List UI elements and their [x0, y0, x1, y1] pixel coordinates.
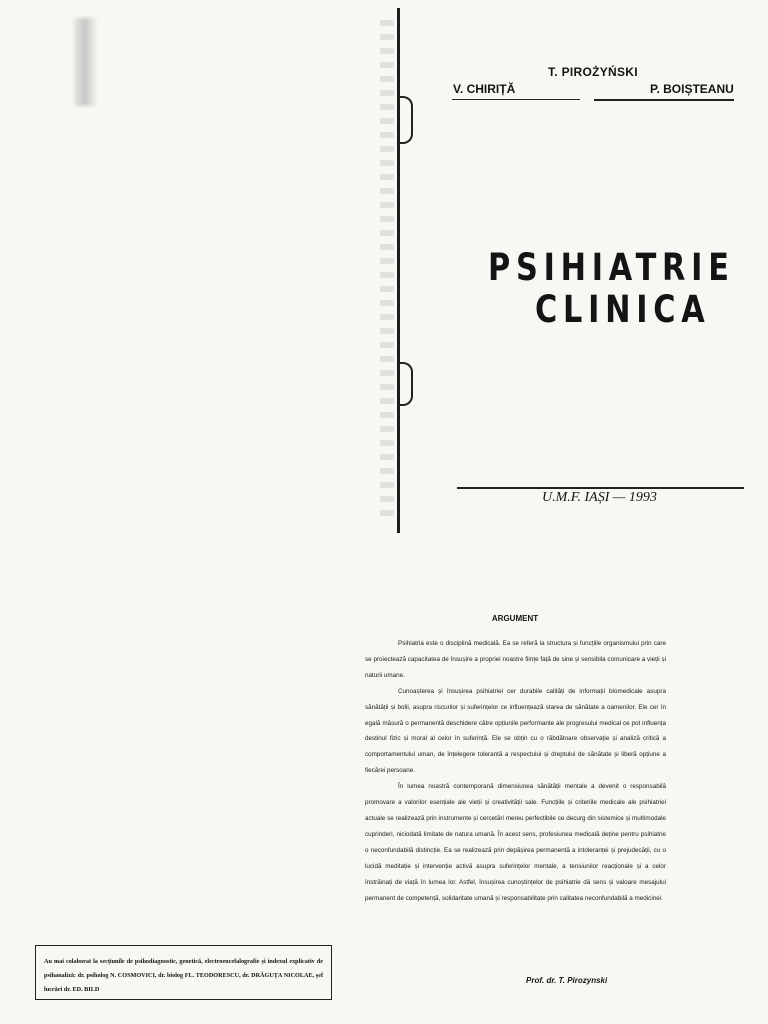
author-chirita: V. CHIRIȚĂ — [453, 82, 516, 96]
argument-paragraph-3: În lumea noastră contemporană dimensiunea sănătății mentale a devenit o responsabilă promovare a valorilor esențiale ale vieții și creativității sale. Funcțiile și criteriile medicale ale psihiatriei actuale se realizează prin instrumente și cercetări mereu perfectibile ce decurg din sistemice și multimodale cuprinderi, niciodată limitate de natura umană. În acest sens, profesiunea medicală deține pentru psihiatrie o neconfundabilă distincție. Ea se realizează prin depășirea permanentă a intoleranței și prejudecății, cu o lucidă meditație și intervenție activă asupra suferințelor mentale, a tensiunilor reacționale și a celor înstrăinați de viață în lumea lor. Astfel, însușirea cunoștințelor de psihiatrie dă sens și valoare mesajului permanent de competență, solidaritate umană și responsabilitate prin calitatea neconfundabilă a medicinei. — [365, 783, 666, 902]
book-title-line-2: CLINICA — [535, 288, 711, 331]
argument-heading: ARGUMENT — [491, 614, 539, 623]
binding-bracket-bottom — [399, 362, 413, 406]
author-rule-right — [594, 99, 734, 101]
collaborators-box — [35, 945, 332, 1000]
author-boisteanu: P. BOIȘTEANU — [650, 82, 734, 96]
collaborators-text: Au mai colaborat la secțiunile de psihodiagnostic, genetică, electroencefalografie și indexul explicativ de psihanaliză: dr. psiholog N. COSMOVICI, dr. biolog FL. TEODORESCU, dr. DRĂGUȚA NICOLAE, șef lucrări dr. ED. BILD — [44, 958, 323, 993]
publisher-line: U.M.F. IAȘI — 1993 — [542, 490, 657, 505]
argument-paragraph-1: Psihiatria este o disciplină medicală. Ea se referă la structura și funcțiile organismului prin care se proiectează capacitatea de însușire a propriei noastre ființe față de sine și sensibila comunicare a vieții și naturii umane. — [365, 640, 666, 679]
scan-smudge — [74, 18, 96, 106]
author-pirozynski: T. PIROŻYŃSKI — [548, 65, 638, 79]
argument-body — [365, 636, 666, 906]
author-rule-left — [452, 99, 580, 100]
publisher-rule — [457, 487, 744, 489]
book-title-line-1: PSIHIATRIE — [488, 246, 735, 289]
binding-bracket-top — [399, 96, 413, 144]
spine-line — [397, 8, 400, 533]
argument-paragraph-2: Cunoașterea și însușirea psihiatriei cer durabile calități de informații biomedicale asupra sănătății și bolii, asupra riscurilor și suferințelor ce influențează starea de sănătate a oamenilor. Ele cer în egală măsură o permanentă deschidere către opțiunile performante ale progresului medical ce pot influența destinul fizic și moral al celor în suferință. Ele se obțin cu o răbdătoare observație și analiză critică a comportamentului uman, de înțelegere tolerantă a respectului și dreptului de sănătate și liberă opțiune a fiecărei persoane. — [365, 687, 666, 775]
argument-signature: Prof. dr. T. Pirozynski — [526, 976, 608, 985]
spine-shadow — [380, 20, 394, 520]
